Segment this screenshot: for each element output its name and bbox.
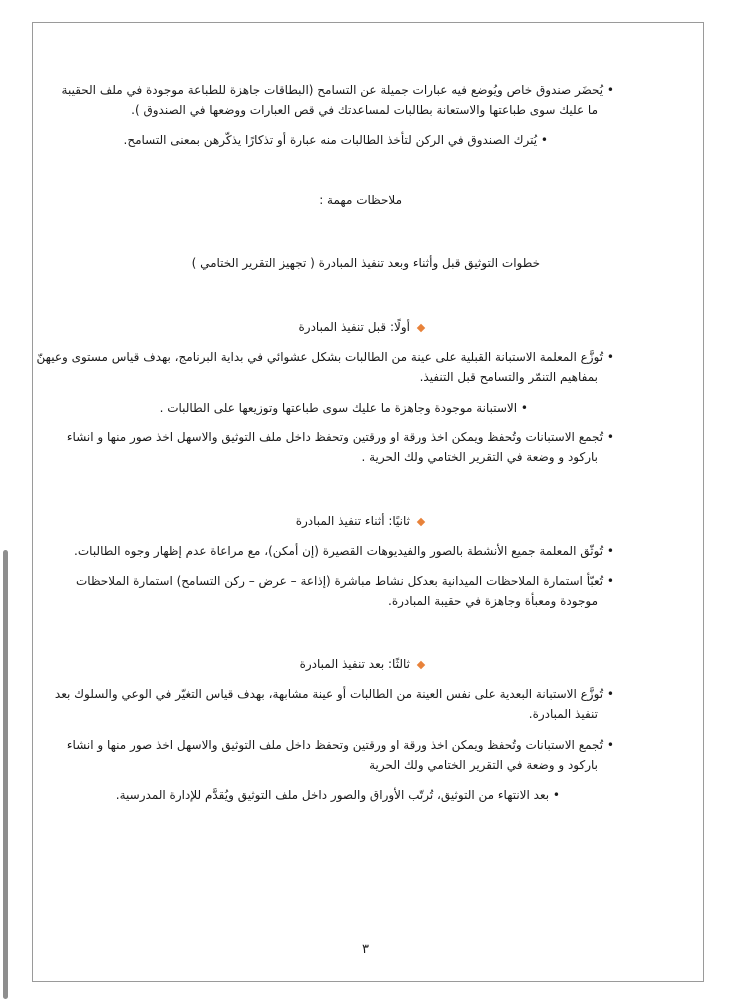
document-page	[32, 22, 704, 982]
section-title-text: أولًا: قبل تنفيذ المبادرة	[298, 320, 410, 334]
section-1-line: بمفاهيم التنمّر والتسامح قبل التنفيذ.	[419, 370, 598, 384]
section-3-line: • تُوزَّع الاستبانة البعدية على نفس العينة من الطالبات أو عينة مشابهة، بهدف قياس التغيّر في الوعي والسلوك بعد	[54, 687, 614, 701]
intro-bullet-2: • يُترك الصندوق في الركن لتأخذ الطالبات منه عبارة أو تذكارًا يذكّرهن بمعنى التسامح.	[123, 133, 548, 147]
intro-bullet-1: • يُحضَر صندوق خاص ويُوضع فيه عبارات جميلة عن التسامح (البطاقات جاهزة للطباعة موجودة في ملف الحقيبة	[61, 83, 614, 97]
section-1-line: • تُوزَّع المعلمة الاستبانة القبلية على عينة من الطالبات بشكل عشوائي في بداية البرنامج، بهدف قياس مستوى وعيهنّ	[36, 350, 614, 364]
section-2-line: موجودة ومعبأة وجاهزة في حقيبة المبادرة.	[388, 594, 598, 608]
section-1-line: • الاستبانة موجودة وجاهزة ما عليك سوى طباعتها وتوزيعها على الطالبات .	[159, 401, 528, 415]
notes-title: ملاحظات مهمة :	[319, 193, 402, 207]
section-2-line: • تُعبّأ استمارة الملاحظات الميدانية بعدكل نشاط مباشرة (إذاعة – عرض – ركن التسامح) استمارة الملاحظات	[76, 574, 614, 588]
steps-title: خطوات التوثيق قبل وأثناء وبعد تنفيذ المبادرة ( تجهيز التقرير الختامي )	[191, 256, 540, 270]
page-number: ٣	[362, 942, 369, 957]
diamond-bullet-icon	[417, 660, 425, 668]
diamond-bullet-icon	[417, 323, 425, 331]
section-3-line: • تُجمع الاستبانات وتُحفظ ويمكن اخذ ورقة او ورقتين وتحفظ داخل ملف التوثيق والاسهل اخذ صور منها و انشاء	[66, 738, 614, 752]
intro-bullet-1-cont: ما عليك سوى طباعتها والاستعانة بطالبات لمساعدتك في قص العبارات ووضعها في الصندوق ).	[131, 103, 598, 117]
scrollbar[interactable]	[3, 550, 8, 999]
section-2-title	[296, 513, 424, 529]
section-3-title	[300, 656, 424, 672]
section-2-line: • تُوثّق المعلمة جميع الأنشطة بالصور والفيديوهات القصيرة (إن أمكن)، مع مراعاة عدم إظهار وجوه الطالبات.	[74, 544, 614, 558]
section-1-line: باركود و وضعة في التقرير الختامي ولك الحرية .	[361, 450, 598, 464]
section-title-text: ثانيًا: أثناء تنفيذ المبادرة	[295, 514, 410, 528]
section-3-line: تنفيذ المبادرة.	[528, 707, 598, 721]
section-3-line: • بعد الانتهاء من التوثيق، تُرتّب الأوراق والصور داخل ملف التوثيق ويُقدَّم للإدارة المدرسية.	[115, 788, 560, 802]
section-3-line: باركود و وضعة في التقرير الختامي ولك الحرية	[369, 758, 598, 772]
diamond-bullet-icon	[417, 517, 425, 525]
section-1-title	[299, 319, 425, 335]
section-1-line: • تُجمع الاستبانات وتُحفظ ويمكن اخذ ورقة او ورقتين وتحفظ داخل ملف التوثيق والاسهل اخذ صور منها و انشاء	[66, 430, 614, 444]
section-title-text: ثالثًا: بعد تنفيذ المبادرة	[299, 657, 410, 671]
